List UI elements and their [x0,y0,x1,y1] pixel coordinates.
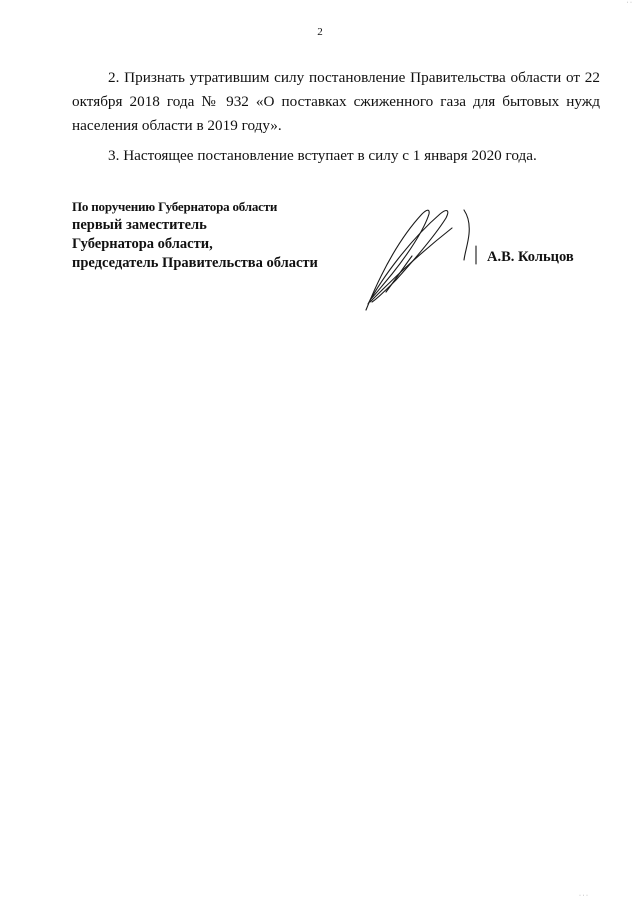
paragraph-2: 2. Признать утратившим силу постановление Правительства области от 22 октября 2018 года № 932 «О поставках сжиженного газа для бытовых нужд населения области в 2019 году». [72,69,600,134]
scan-artifact-top: · · [626,0,632,6]
scan-artifact-bottom: · · · [579,893,588,899]
paragraph-3: 3. Настоящее постановление вступает в силу с 1 января 2020 года. [108,147,537,164]
signer-name: А.В. Кольцов [487,249,574,265]
signature-line-chairman: председатель Правительства области [72,255,318,271]
signature-line-on-behalf: По поручению Губернатора области [72,199,278,214]
signature-block [72,198,318,273]
handwritten-signature [352,200,487,315]
signature-line-position: первый заместитель [72,217,207,233]
signature-line-governor: Губернатора области, [72,236,213,252]
page-number: 2 [317,26,323,38]
